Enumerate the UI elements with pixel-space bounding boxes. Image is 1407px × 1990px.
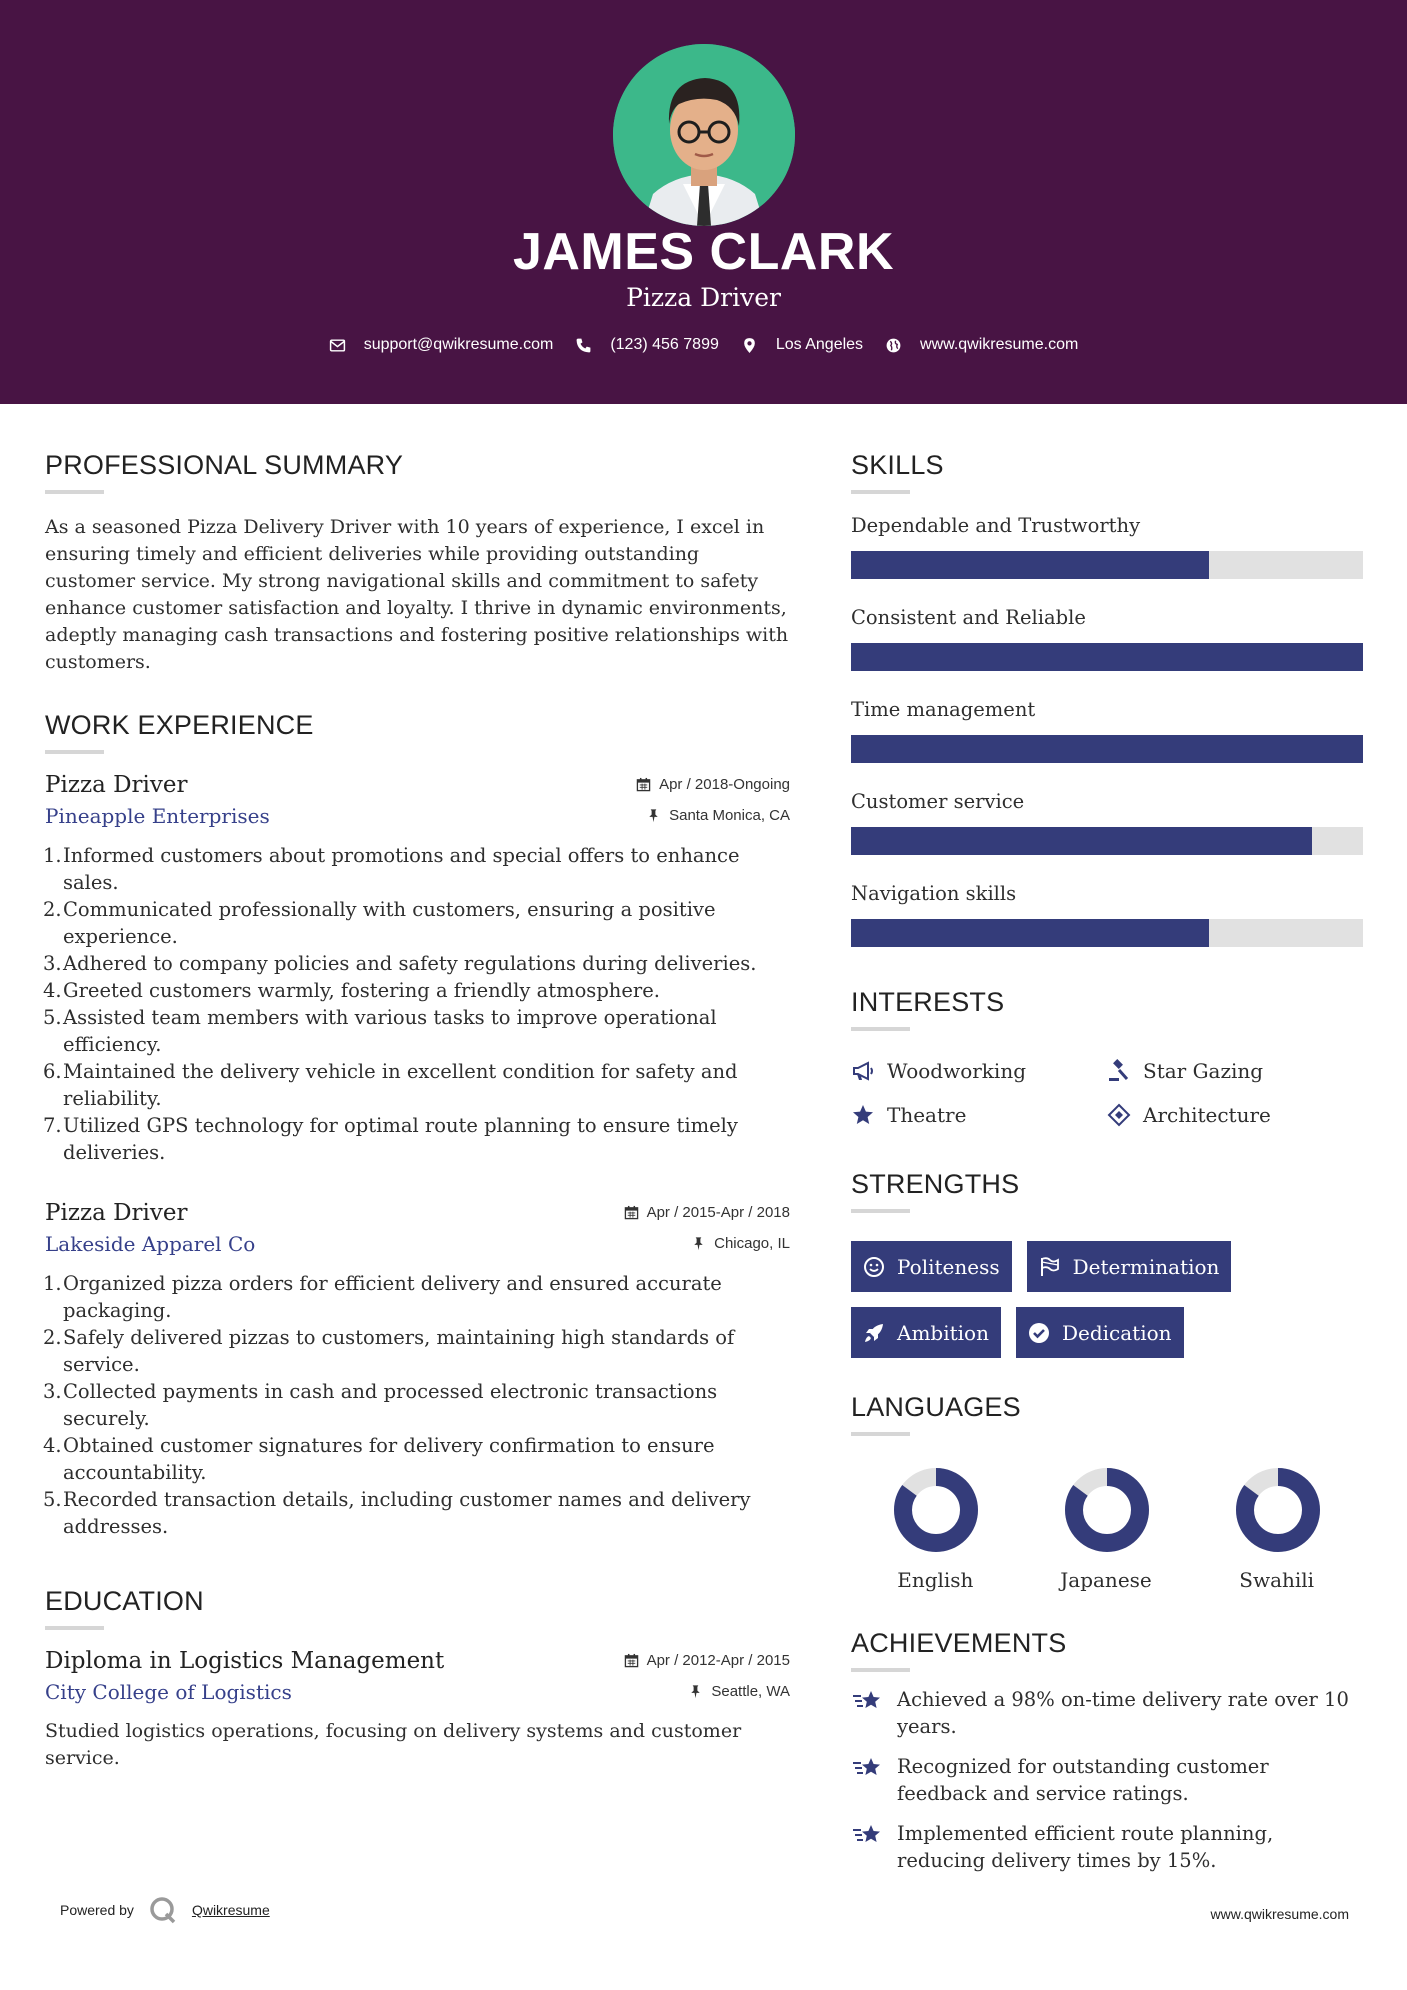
left-column [45,450,790,1772]
skill-item [851,698,1363,763]
rocket-icon [863,1322,885,1344]
education-section [45,1586,790,1772]
duty-item: 2. Safely delivered pizzas to customers, maintaining high standards of service. [43,1326,735,1376]
duty-item: 1. Informed customers about promotions and special offers to enhance sales. [43,844,740,894]
skill-label: Consistent and Reliable [851,606,1086,629]
flag-icon [1039,1256,1061,1278]
skill-list [851,514,1363,947]
section-divider [45,750,104,754]
avatar-illustration [613,44,795,226]
skills-section [851,450,1363,947]
duty-item: 5. Assisted team members with various tasks to improve operational efficiency. [43,1006,717,1056]
company-name: Lakeside Apparel Co [45,1232,256,1256]
duty-item: 4. Greeted customers warmly, fostering a friendly atmosphere. [43,979,660,1002]
duty-item: 1. Organized pizza orders for efficient delivery and ensured accurate packaging. [43,1272,722,1322]
section-divider [45,1626,104,1630]
interest-item [851,1059,1107,1083]
ticket-icon [1107,1103,1131,1127]
skill-bar [851,827,1363,855]
language-item [851,1466,1022,1592]
duty-item: 5. Recorded transaction details, including customer names and delivery addresses. [43,1488,751,1538]
duty-item: 4. Obtained customer signatures for delivery confirmation to ensure accountability. [43,1434,715,1484]
pushpin-icon [691,1236,706,1251]
skill-bar [851,643,1363,671]
phone-icon [575,337,592,354]
duty-item: 2. Communicated professionally with customers, ensuring a positive experience. [43,898,716,948]
website-text: www.qwikresume.com [920,336,1079,353]
interest-item [1107,1059,1363,1083]
job-entry [45,772,790,1166]
job-dates [624,1204,790,1221]
strength-chip [851,1241,1012,1292]
strength-chip [1016,1307,1184,1358]
skill-label: Navigation skills [851,882,1017,905]
section-divider [851,1668,910,1672]
duty-item: 7. Utilized GPS technology for optimal route planning to ensure timely deliveries. [43,1114,738,1164]
languages-heading: LANGUAGES [851,1392,1021,1422]
summary-heading: PROFESSIONAL SUMMARY [45,450,404,480]
candidate-name: JAMES CLARK [512,223,895,281]
languages-section [851,1392,1363,1592]
experience-heading: WORK EXPERIENCE [45,710,314,740]
job-entry [45,1200,790,1540]
skill-item [851,790,1363,855]
company-name: Pineapple Enterprises [45,804,270,828]
education-dates-text: Apr / 2012-Apr / 2015 [646,1652,790,1669]
duty-item: 3. Adhered to company policies and safety regulations during deliveries. [43,952,757,975]
pushpin-icon [646,808,661,823]
contact-phone[interactable] [575,336,719,354]
interest-list [851,1059,1363,1127]
pushpin-icon [688,1684,703,1699]
education-entry [45,1648,790,1772]
interest-label: Star Gazing [1143,1059,1264,1083]
contact-website[interactable] [885,336,1078,354]
strength-chip [851,1307,1001,1358]
skill-item [851,514,1363,579]
skill-item [851,882,1363,947]
achievement-item [851,1753,1363,1807]
achievement-item [851,1686,1363,1740]
phone-text: (123) 456 7899 [610,336,719,353]
contact-bar [0,336,1407,354]
interests-heading: INTERESTS [851,987,1005,1017]
strength-label: Ambition [897,1320,989,1345]
achievement-item [851,1820,1363,1874]
location-text: Los Angeles [775,336,864,353]
summary-section [45,450,790,676]
shooting-star-icon [851,1687,885,1717]
map-pin-icon [741,337,758,354]
language-donut [1063,1466,1151,1554]
education-location-text: Seattle, WA [711,1683,790,1700]
strength-chip [1027,1241,1232,1292]
duty-item: 6. Maintained the delivery vehicle in excellent condition for safety and reliability. [43,1060,738,1110]
skill-bar-fill [851,827,1312,855]
qwikresume-link[interactable]: Qwikresume [191,1902,270,1918]
interest-item [851,1103,1107,1127]
achievement-text: Achieved a 98% on-time delivery rate over 10 years. [897,1688,1349,1738]
section-divider [45,490,104,494]
skill-bar [851,919,1363,947]
interest-label: Theatre [887,1103,967,1127]
right-column [851,450,1363,1874]
achievement-text: Recognized for outstanding customer feedback and service ratings. [897,1755,1269,1805]
job-dates-text: Apr / 2018-Ongoing [659,776,790,793]
skill-label: Time management [851,698,1036,721]
section-divider [851,1027,910,1031]
language-list [851,1466,1363,1592]
profile-photo [613,44,795,226]
job-location [646,807,790,824]
interest-label: Woodworking [887,1059,1027,1083]
language-donut [892,1466,980,1554]
megaphone-icon [851,1059,875,1083]
skill-label: Customer service [851,790,1025,813]
globe-icon [885,337,902,354]
strengths-heading: STRENGTHS [851,1169,1020,1199]
strength-label: Determination [1072,1254,1220,1279]
achievements-section [851,1628,1363,1874]
achievements-heading: ACHIEVEMENTS [851,1628,1067,1658]
degree-title: Diploma in Logistics Management [45,1648,445,1674]
interests-section [851,987,1363,1127]
section-divider [851,490,910,494]
check-circle-icon [1028,1322,1050,1344]
resume-header [0,0,1407,404]
job-dates [636,776,790,793]
education-description: Studied logistics operations, focusing on delivery systems and customer service. [45,1720,742,1769]
qwikresume-logo-icon [148,1895,178,1925]
email-text: support@qwikresume.com [363,336,554,353]
contact-email[interactable] [329,336,554,354]
school-name: City College of Logistics [45,1680,292,1704]
duty-list [45,842,790,1166]
experience-section [45,710,790,1540]
candidate-role: Pizza Driver [626,283,781,312]
language-donut [1234,1466,1322,1554]
language-label: English [897,1568,974,1592]
star-icon [851,1103,875,1127]
strength-list [851,1241,1271,1358]
skill-bar [851,551,1363,579]
summary-text: As a seasoned Pizza Delivery Driver with 10 years of experience, I excel in ensuring timely and efficient deliveries while providing outstanding customer service. My strong navigational skills and commitment to safety enhance customer satisfaction and loyalty. I thrive in dynamic environments, adeptly managing cash transactions and fostering positive relationships with customers. [45,516,789,673]
section-divider [851,1432,910,1436]
skill-label: Dependable and Trustworthy [851,514,1141,537]
job-dates-text: Apr / 2015-Apr / 2018 [646,1204,790,1221]
interest-label: Architecture [1143,1103,1271,1127]
shooting-star-icon [851,1821,885,1851]
skill-item [851,606,1363,671]
achievement-list [851,1686,1363,1874]
job-location-text: Chicago, IL [714,1235,790,1252]
calendar-icon [636,777,651,792]
footer-url[interactable]: www.qwikresume.com [1210,1906,1349,1922]
strength-label: Dedication [1061,1320,1172,1345]
job-title: Pizza Driver [45,772,188,798]
education-heading: EDUCATION [45,1586,204,1616]
contact-location [741,336,863,354]
section-divider [851,1209,910,1213]
gavel-icon [1107,1059,1131,1083]
strength-label: Politeness [897,1254,1000,1279]
envelope-icon [329,337,346,354]
education-location [688,1683,790,1700]
skill-bar-fill [851,551,1209,579]
job-location [691,1235,790,1252]
duty-list [45,1270,790,1540]
job-title: Pizza Driver [45,1200,188,1226]
language-item [1192,1466,1363,1592]
calendar-icon [624,1205,639,1220]
skill-bar-fill [851,643,1363,671]
powered-by-label: Powered by [60,1902,134,1918]
achievement-text: Implemented efficient route planning, reducing delivery times by 15%. [897,1822,1274,1872]
duty-item: 3. Collected payments in cash and processed electronic transactions securely. [43,1380,718,1430]
job-location-text: Santa Monica, CA [669,807,790,824]
skill-bar-fill [851,735,1363,763]
skills-heading: SKILLS [851,450,944,480]
powered-by [60,1895,270,1925]
shooting-star-icon [851,1754,885,1784]
strengths-section [851,1169,1363,1358]
calendar-icon [624,1653,639,1668]
interest-item [1107,1103,1363,1127]
language-item [1022,1466,1193,1592]
skill-bar-fill [851,919,1209,947]
language-label: Japanese [1060,1568,1152,1592]
education-dates [624,1652,790,1669]
skill-bar [851,735,1363,763]
smile-icon [863,1256,885,1278]
language-label: Swahili [1239,1568,1315,1592]
